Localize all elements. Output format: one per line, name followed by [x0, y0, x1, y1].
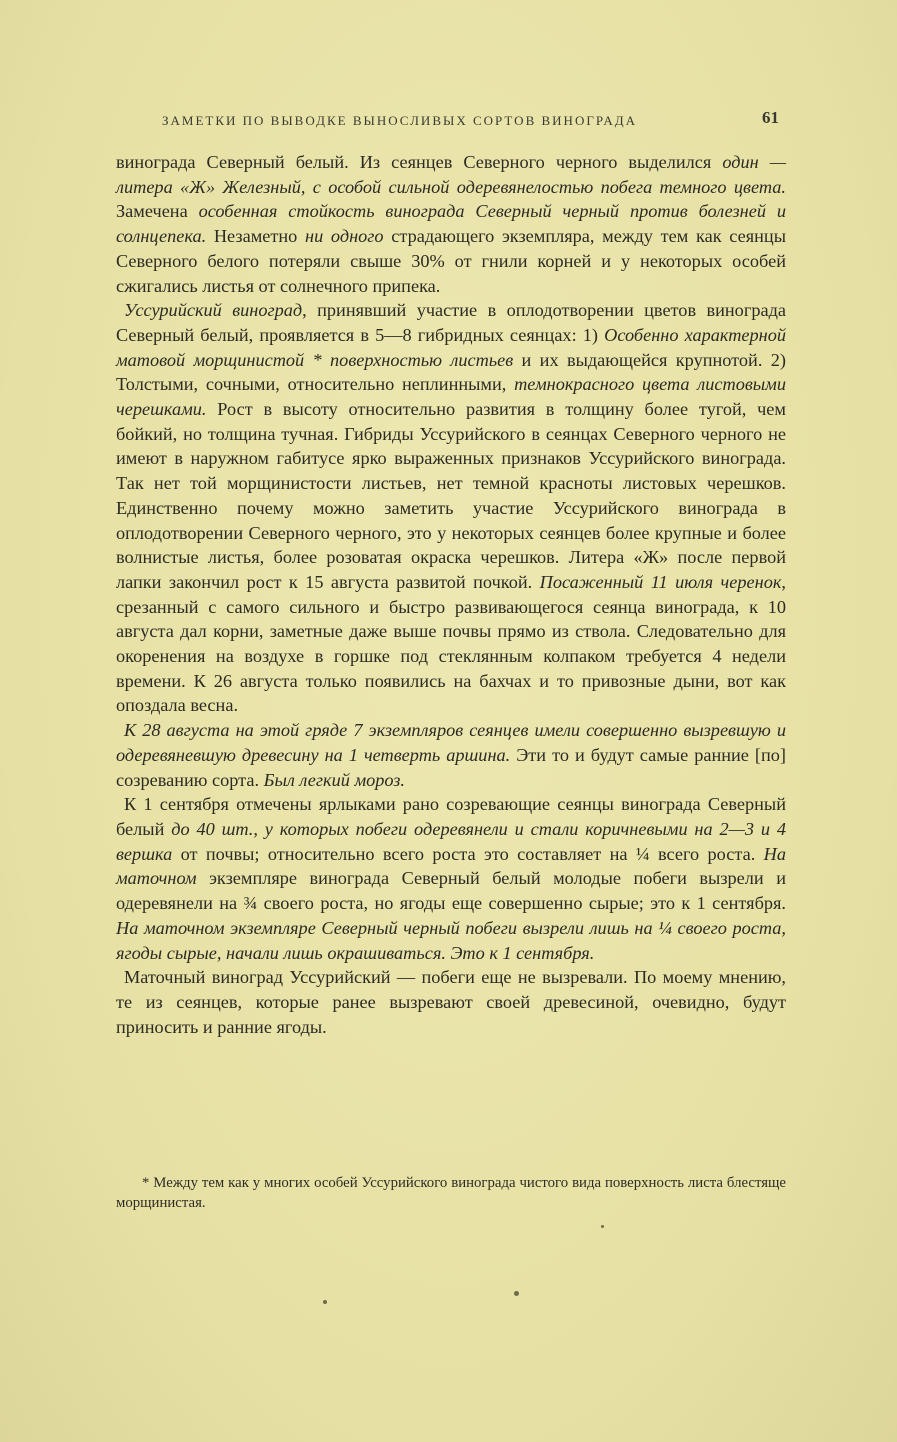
text-run: и их выдающейся крупнотой. 2) Толстыми, сочными, относительно неплинными, — [116, 349, 786, 395]
italic-text-run: К 28 августа на этой гряде 7 экземпляров сеянцев имели совершенно вызревшую и одеревяневшую древесину на 1 четверть аршина. — [116, 720, 786, 765]
text-run: винограда Северный белый. Из сеянцев Северного черного выделился — [116, 152, 723, 172]
italic-text-run: ни одного — [305, 226, 384, 247]
italic-text-run: темнокрасного цвета листовыми черешками. — [116, 374, 786, 420]
italic-text-run: особенная стойкость винограда Северный черный против болезней и солнцепека. — [116, 201, 787, 247]
running-title: ЗАМЕТКИ ПО ВЫВОДКЕ ВЫНОСЛИВЫХ СОРТОВ ВИНОГРАДА — [162, 113, 638, 128]
italic-text-run: до 40 шт., у которых побеги одеревянели и стали коричневыми на 2—3 и 4 вершка — [116, 818, 786, 864]
text-run: экземпляре винограда Северный белый молодые побеги вызрели и одеревянели на ¾ своего роста, но ягоды еще совершенно сырые; это к 1 сентября. — [116, 868, 786, 914]
italic-text-run: Был легкий мороз. — [263, 769, 405, 790]
print-speck — [601, 1225, 604, 1228]
paragraph-5 — [116, 965, 786, 1039]
text-run: Замечена — [116, 201, 199, 222]
footnote: * Между тем как у многих особей Уссурийского винограда чистого вида поверхность листа блестяще морщинистая. — [116, 1175, 786, 1211]
italic-text-run: один — литера «Ж» Железный, с особой сильной одеревянелостью побега темного цвета. — [116, 152, 786, 197]
paragraph-2 — [116, 298, 786, 718]
text-run: страдающего экземпляра, между тем как сеянцы Северного белого потеряли свыше 30% от гнили корней и у некоторых особей сжигались листья от солнечного припека. — [116, 226, 786, 296]
italic-text-run: Особенно характерной матовой морщинистой * поверхностью листьев — [116, 324, 787, 370]
paragraph-4 — [116, 792, 786, 965]
italic-text-run: Уссурийский виноград — [124, 300, 303, 321]
italic-text-run: На маточном экземпляре Северный черный побеги вызрели лишь на ¼ своего роста, ягоды сырые, начали лишь окрашиваться. Это к 1 сентября. — [116, 917, 786, 963]
paragraph-3 — [116, 718, 786, 792]
text-run: , принявший участие в оплодотворении цветов винограда Северный белый, проявляется в 5—8 гибридных сеянцах: 1) — [116, 300, 786, 345]
text-run: Эти то и будут самые ранние [по] созреванию сорта. — [116, 744, 787, 790]
paragraph-1 — [116, 150, 786, 298]
text-run: Рост в высоту относительно развития в толщину более тугой, чем бойкий, но толщина тучная. Гибриды Уссурийского в сеянцах Северного черного не имеют в наружном габитусе ярко выраженных признаков Уссурийского винограда. Так нет той морщинистости листьев, нет темной красноты листовых черешков. Единственно почему можно заметить участие Уссурийского винограда в оплодотворении Северного черного, это у некоторых сеянцев более крупные и более волнистые листья, более розоватая окраска черешков. Литера «Ж» после первой лапки закончил рост к 15 августа развитой почкой. — [116, 399, 786, 592]
print-speck — [323, 1300, 327, 1304]
text-run: Маточный виноград Уссурийский — побеги еще не вызревали. По моему мнению, те из сеянцев, которые ранее вызревают своей древесиной, очевидно, будут приносить и ранние ягоды. — [116, 967, 786, 1037]
page-number: 61 — [762, 108, 779, 127]
text-run: Незаметно — [206, 226, 306, 247]
print-speck — [514, 1291, 519, 1296]
text-run: , срезанный с самого сильного и быстро развивающегося сеянца винограда, к 10 августа дал корни, заметные даже выше почвы прямо из ствола. Следовательно для окоренения на воздухе в горшке под стеклянным колпаком требуется 4 недели времени. К 26 августа только появились на бахчах и то привозные дыни, вот как опоздала весна. — [116, 571, 786, 716]
text-run: К 1 сентября отмечены ярлыками рано созревающие сеянцы винограда Северный белый — [116, 794, 786, 839]
italic-text-run: На маточном — [116, 843, 786, 889]
italic-text-run: Посаженный 11 июля черенок — [539, 571, 782, 592]
text-run: от почвы; относительно всего роста это составляет на ¼ всего роста. — [172, 843, 764, 864]
main-text — [116, 150, 786, 1039]
